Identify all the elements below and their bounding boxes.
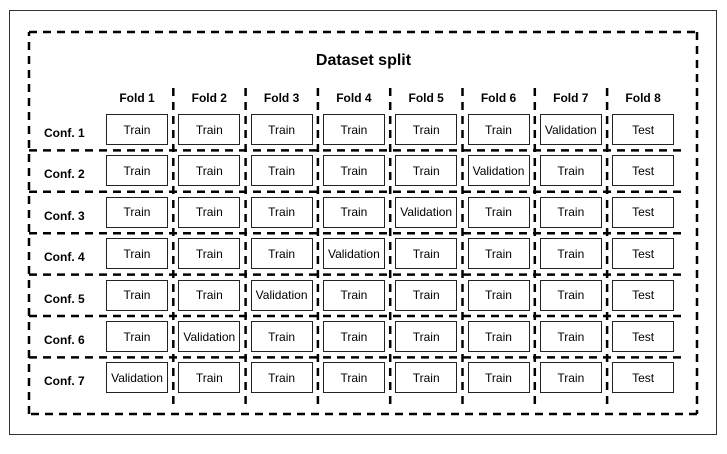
- fold-header: Fold 5: [408, 91, 444, 105]
- split-cell-train: Train: [251, 362, 313, 393]
- split-cell-test: Test: [612, 362, 674, 393]
- split-cell-train: Train: [106, 114, 168, 145]
- split-cell-train: Train: [540, 280, 602, 311]
- split-cell-train: Train: [323, 280, 385, 311]
- split-cell-train: Train: [178, 155, 240, 186]
- configuration-label: Conf. 6: [44, 333, 85, 347]
- split-cell-validation: Validation: [178, 321, 240, 352]
- split-cell-train: Train: [106, 280, 168, 311]
- split-cell-train: Train: [395, 155, 457, 186]
- split-cell-test: Test: [612, 238, 674, 269]
- split-cell-test: Test: [612, 114, 674, 145]
- split-cell-validation: Validation: [106, 362, 168, 393]
- fold-header: Fold 6: [480, 91, 517, 105]
- split-cell-train: Train: [178, 238, 240, 269]
- split-cell-train: Train: [178, 114, 240, 145]
- configuration-label: Conf. 7: [44, 374, 85, 389]
- split-cell-validation: Validation: [395, 197, 457, 228]
- split-cell-train: Train: [251, 155, 313, 186]
- split-cell-test: Test: [612, 155, 674, 186]
- split-cell-train: Train: [468, 238, 530, 269]
- split-cell-train: Train: [106, 321, 168, 352]
- split-cell-train: Train: [106, 155, 168, 186]
- diagram-title: Dataset split: [315, 52, 412, 69]
- fold-header: Fold 3: [263, 91, 300, 105]
- split-cell-train: Train: [395, 362, 457, 393]
- split-cell-train: Train: [468, 280, 530, 311]
- split-cell-test: Test: [612, 197, 674, 228]
- split-cell-train: Train: [395, 238, 457, 269]
- split-cell-train: Train: [178, 362, 240, 393]
- split-cell-train: Train: [468, 321, 530, 352]
- split-cell-test: Test: [612, 280, 674, 311]
- fold-header: Fold 8: [625, 91, 661, 105]
- split-cell-train: Train: [106, 238, 168, 269]
- split-cell-train: Train: [323, 197, 385, 228]
- split-cell-train: Train: [540, 238, 602, 269]
- split-cell-train: Train: [468, 197, 530, 228]
- split-cell-train: Train: [540, 155, 602, 186]
- split-cell-train: Train: [323, 114, 385, 145]
- split-cell-train: Train: [251, 197, 313, 228]
- split-cell-train: Train: [323, 362, 385, 393]
- split-cell-train: Train: [540, 321, 602, 352]
- fold-header: Fold 7: [553, 91, 589, 105]
- split-cell-train: Train: [178, 197, 240, 228]
- fold-header: Fold 1: [119, 91, 155, 105]
- split-cell-validation: Validation: [251, 280, 313, 311]
- configuration-label: Conf. 4: [44, 250, 85, 265]
- split-cell-train: Train: [540, 362, 602, 393]
- split-cell-train: Train: [395, 114, 457, 145]
- split-cell-train: Train: [395, 321, 457, 352]
- split-cell-train: Train: [323, 321, 385, 352]
- fold-header: Fold 4: [336, 91, 372, 105]
- split-cell-train: Train: [251, 238, 313, 269]
- split-cell-train: Train: [468, 114, 530, 145]
- split-cell-train: Train: [106, 197, 168, 228]
- split-cell-train: Train: [540, 197, 602, 228]
- configuration-label: Conf. 5: [44, 291, 85, 306]
- configuration-label: Conf. 3: [44, 208, 85, 223]
- split-cell-test: Test: [612, 321, 674, 352]
- configuration-label: Conf. 2: [44, 167, 85, 182]
- split-cell-train: Train: [395, 280, 457, 311]
- fold-header: Fold 2: [191, 91, 227, 105]
- split-cell-validation: Validation: [540, 114, 602, 145]
- split-cell-validation: Validation: [468, 155, 530, 186]
- split-cell-train: Train: [251, 321, 313, 352]
- configuration-label: Conf. 1: [44, 126, 85, 140]
- split-cell-train: Train: [251, 114, 313, 145]
- split-cell-validation: Validation: [323, 238, 385, 269]
- split-cell-train: Train: [323, 155, 385, 186]
- split-cell-train: Train: [468, 362, 530, 393]
- split-cell-train: Train: [178, 280, 240, 311]
